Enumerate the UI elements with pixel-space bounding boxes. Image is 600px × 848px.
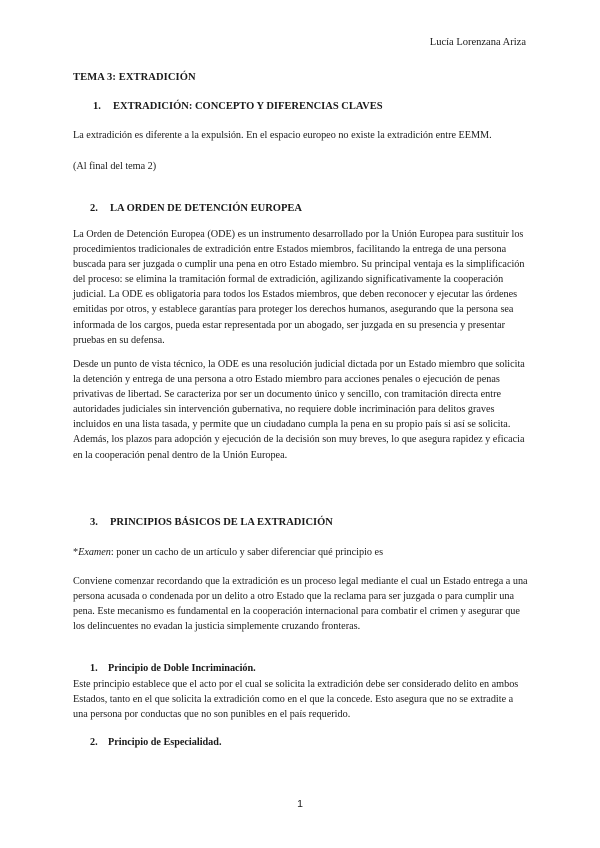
section-1-note: (Al final del tema 2) <box>73 161 157 172</box>
subsection-1-text: Este principio establece que el acto por el cual se solicita la extradición debe ser considerado delito en ambos Estados, tanto en el que solicita la extradición como en el que la concede. Esto asegura que no se extradite a una persona por conductas que no son punibles en el país requerido. <box>73 679 519 721</box>
author-name: Lucía Lorenzana Ariza <box>429 37 526 48</box>
section-1-number: 1. <box>93 101 101 112</box>
section-1-text: La extradición es diferente a la expulsión. En el espacio europeo no existe la extradición entre EEMM. <box>73 130 492 141</box>
subsection-1-number: 1. <box>90 663 98 674</box>
exam-note <box>73 545 529 560</box>
subsection-2-number: 2. <box>90 737 98 748</box>
section-2-paragraph-2: Desde un punto de vista técnico, la ODE es una resolución judicial dictada por un Estado miembro que solicita la detención y entrega de una persona a otro Estado miembro para acciones penales o ejecución de penas privativas de libertad. Se caracteriza por ser un documento único y sencillo, con tramitación directa entre autoridades judiciales sin intervención gubernativa, no requiere doble incriminación para delitos graves incluidos en una lista tasada, y permite que un ciudadano cumpla la pena en su propio país si así se solicita. Además, los plazos para adopción y ejecución de la decisión son muy breves, lo que asegura rapidez y eficacia en la cooperación penal dentro de la Unión Europea. <box>73 359 525 461</box>
subsection-2-title: Principio de Especialidad. <box>108 737 222 748</box>
section-1-title: EXTRADICIÓN: CONCEPTO Y DIFERENCIAS CLAVES <box>113 101 383 112</box>
subsection-2-heading <box>90 737 222 748</box>
exam-label: Examen <box>78 547 111 558</box>
document-title: TEMA 3: EXTRADICIÓN <box>73 72 196 83</box>
section-1-heading <box>93 101 383 112</box>
section-2-paragraph-1: La Orden de Detención Europea (ODE) es un instrumento desarrollado por la Unión Europea para sustituir los procedimientos tradicionales de extradición entre Estados miembros, facilitando la entrega de una persona buscada para ser juzgada o cumplir una pena en otro Estado miembro. Su principal ventaja es la simplificación del proceso: se elimina la tramitación formal de extradición, agilizando significativamente la cooperación judicial. La ODE es obligatoria para todos los Estados miembros, que deben reconocer y ejecutar las órdenes emitidas por otros, y establece garantías para proteger los derechos humanos, asegurando que la persona sea informada de los cargos, pueda estar representada por un abogado, ser juzgada en su presencia y presentar pruebas en su defensa. <box>73 229 525 346</box>
section-2-heading <box>90 203 302 214</box>
exam-prefix: * <box>73 547 79 558</box>
page-number: 1 <box>297 798 303 810</box>
section-2-number: 2. <box>90 203 98 214</box>
subsection-1-heading <box>90 663 256 674</box>
section-3-number: 3. <box>90 517 98 528</box>
subsection-1-title: Principio de Doble Incriminación. <box>108 663 256 674</box>
exam-text: : poner un cacho de un artículo y saber diferenciar qué principio es <box>110 547 384 558</box>
section-3-intro: Conviene comenzar recordando que la extradición es un proceso legal mediante el cual un Estado entrega a una persona acusada o condenada por un delito a otro Estado que la reclama para ser juzgada o para cumplir una pena. Este mecanismo es fundamental en la cooperación internacional para combatir el crimen y asegurar que los delincuentes no evadan la justicia simplemente cruzando fronteras. <box>73 576 528 633</box>
section-2-title: LA ORDEN DE DETENCIÓN EUROPEA <box>110 203 302 214</box>
section-3-heading <box>90 517 333 528</box>
section-3-title: PRINCIPIOS BÁSICOS DE LA EXTRADICIÓN <box>110 517 333 528</box>
